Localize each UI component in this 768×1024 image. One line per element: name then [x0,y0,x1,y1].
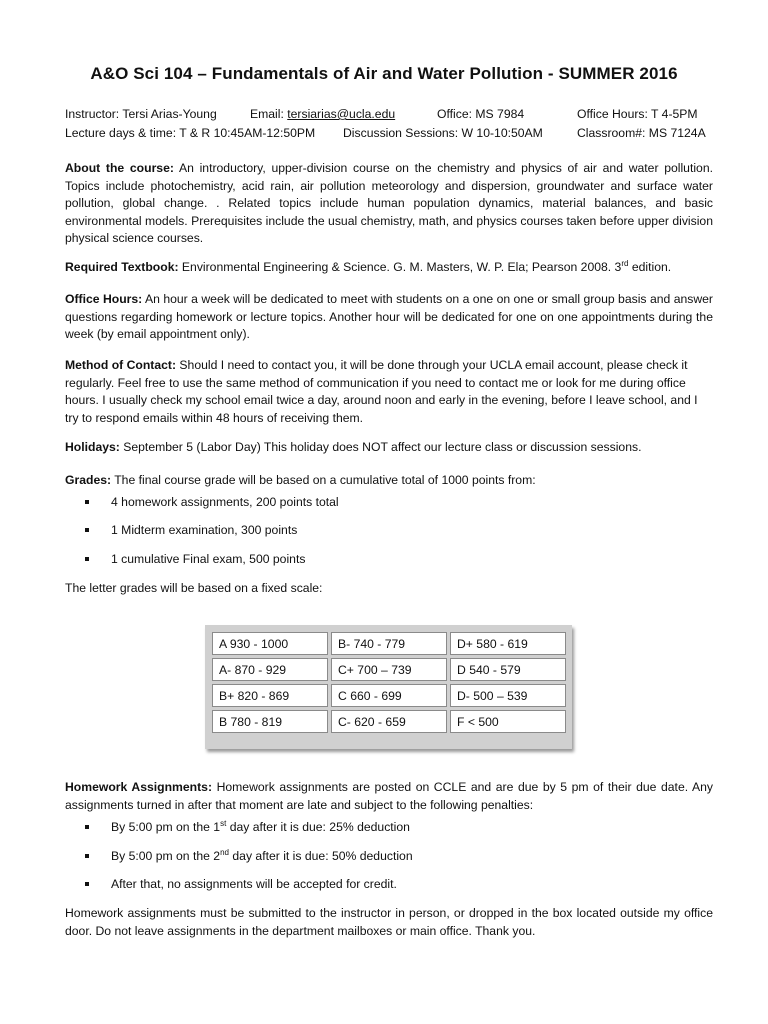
office-hours-short: Office Hours: T 4-5PM [577,107,698,121]
holidays-text: September 5 (Labor Day) This holiday does NOT affect our lecture class or discussion sessions. [119,440,642,454]
instructor-name: Instructor: Tersi Arias-Young [65,107,217,121]
homework-text: Homework assignments are posted on CCLE and are due by 5 pm of their due date. Any assignments turned in after that moment are late and subject to the following penalties: [65,780,713,812]
grade-scale-table [205,625,572,749]
homework-label: Homework Assignments: [65,780,213,794]
table-cell: A 930 - 1000 [212,632,328,655]
table-cell: D- 500 – 539 [450,684,566,707]
about-text: An introductory, upper-division course on the chemistry and physics of air and water pollution. Topics include photochemistry, acid rain, air pollution meteorology and dispersion, groundwater and surface water pollution, global change. . Related topics include human population dynamics, material balances, and basic environmental models. Prerequisites include the usual chemistry, math, and physics courses taken before upper division physical science courses. [65,161,713,246]
about-label: About the course: [65,161,174,175]
syllabus-page: A&O Sci 104 – Fundamentals of Air and Water Pollution - SUMMER 2016 Instructor: Tersi Arias-Young Email: tersiarias@ucla.edu Office: MS 7984 Office Hours: T 4-5PM Lecture days & time: T & R 10:45AM-12:50PM Discussion Sessions: W 10-10:50AM Classroom#: MS 7124A About the course: An introductory, upper-division course on the chemistry and physics of air and water pollution. Topics include photochemistry, acid rain, air pollution meteorology and dispersion, groundwater and surface water pollution, global change. . Related topics include human population dynamics, material balances, and basic environmental models. Prerequisites include the usual chemistry, math, and physics courses taken before upper division physical science courses. Required Textbook: Environmental Engineering & Science. G. M. Masters, W. P. Ela; Pearson 2008. 3rd edition. Office Hours: An hour a week will be dedicated to meet with students on a one on one or small group basis and answer questions regarding homework or lecture topics. Another hour will be dedicated for one on one appointments during the week (by email appointment only). Method of Contact: Should I need to contact you, it will be done through your UCLA email account, please check it regularly. Feel free to use the same method of communication if you need to contact me or look for me during office hours. I usually check my school email twice a day, around noon and early in the evening, before I leave school, and I try to respond emails within 48 hours of receiving them. Holidays: September 5 (Labor Day) This holiday does NOT affect our lecture class or discussion sessions. Grades: The final course grade will be based on a cumulative total of 1000 points from: 4 homework assignments, 200 points total 1 Midterm examination, 300 points 1 cumulative Final exam, 500 points The letter grades will be based on a fixed scale: A 930 - 1000 B- 740 - 779 D+ 580 - 619 A- 870 - 929 C+ 700 – 739 D 540 - 579 B+ 820 - 869 C 660 - 699 D- 500 – 539 B 780 - 819 C- 620 - 659 F < 500 Homework Assignments: Homework assignments are posted on CCLE and are due by 5 pm of their due date. Any assignments turned in after that moment are late and subject to the following penalties: By 5:00 pm on the 1st day after it is due: 25% deduction By 5:00 pm on the 2nd day after it is due: 50% deduction After that, no assignments will be accepted for credit. Homework assignments must be submitted to the instructor in person, or dropped in the box located outside my office door. Do not leave assignments in the department mailboxes or main office. Thank you. [0,0,768,1024]
discussion-times: Discussion Sessions: W 10-10:50AM [343,126,543,140]
textbook-label: Required Textbook: [65,260,179,274]
table-row [212,632,566,655]
table-cell: B 780 - 819 [212,710,328,733]
office-hours-text: An hour a week will be dedicated to meet with students on a one on one or small group basis and answer questions regarding homework or lecture topics. Another hour will be dedicated for one on one appointments during the week (by email appointment only). [65,292,713,342]
email-link[interactable]: tersiarias@ucla.edu [287,107,396,121]
holidays-label: Holidays: [65,440,120,454]
table-cell: C- 620 - 659 [331,710,447,733]
about-section [65,160,713,248]
office-hours-label: Office Hours: [65,292,143,306]
grades-section [65,472,713,490]
contact-label: Method of Contact: [65,358,177,372]
email-label: Email: [250,107,288,121]
table-cell: D 540 - 579 [450,658,566,681]
textbook-edition-sup: rd [621,258,629,268]
table-row [212,658,566,681]
table-row [212,684,566,707]
table-cell: D+ 580 - 619 [450,632,566,655]
grades-label: Grades: [65,473,112,487]
holidays-section [65,439,713,457]
email-line [250,107,395,121]
grades-text: The final course grade will be based on a cumulative total of 1000 points from: [111,473,536,487]
textbook-section [65,259,713,277]
scale-intro: The letter grades will be based on a fixed scale: [65,581,323,595]
contact-section [65,357,713,427]
table-cell: A- 870 - 929 [212,658,328,681]
table-cell: B+ 820 - 869 [212,684,328,707]
contact-text: Should I need to contact you, it will be done through your UCLA email account, please check it regularly. Feel free to use the same method of communication if you need to contact me or look for me during office hours. I usually check my school email twice a day, around noon and early in the evening, before I leave school, and I try to respond emails within 48 hours of receiving them. [65,358,698,425]
homework-section [65,779,713,814]
table-cell: C 660 - 699 [331,684,447,707]
textbook-after: edition. [628,260,672,274]
lecture-times: Lecture days & time: T & R 10:45AM-12:50PM [65,126,316,140]
classroom: Classroom#: MS 7124A [577,126,706,140]
page-title: A&O Sci 104 – Fundamentals of Air and Water Pollution - SUMMER 2016 [90,64,678,83]
office-location: Office: MS 7984 [437,107,525,121]
table-cell: B- 740 - 779 [331,632,447,655]
table-row [212,710,566,733]
table-cell: C+ 700 – 739 [331,658,447,681]
submission-note: Homework assignments must be submitted to the instructor in person, or dropped in the box located outside my office door. Do not leave assignments in the department mailboxes or main office. Thank you. [65,906,713,938]
table-cell: F < 500 [450,710,566,733]
textbook-text: Environmental Engineering & Science. G. M. Masters, W. P. Ela; Pearson 2008. 3 [178,260,622,274]
office-hours-section [65,291,713,344]
